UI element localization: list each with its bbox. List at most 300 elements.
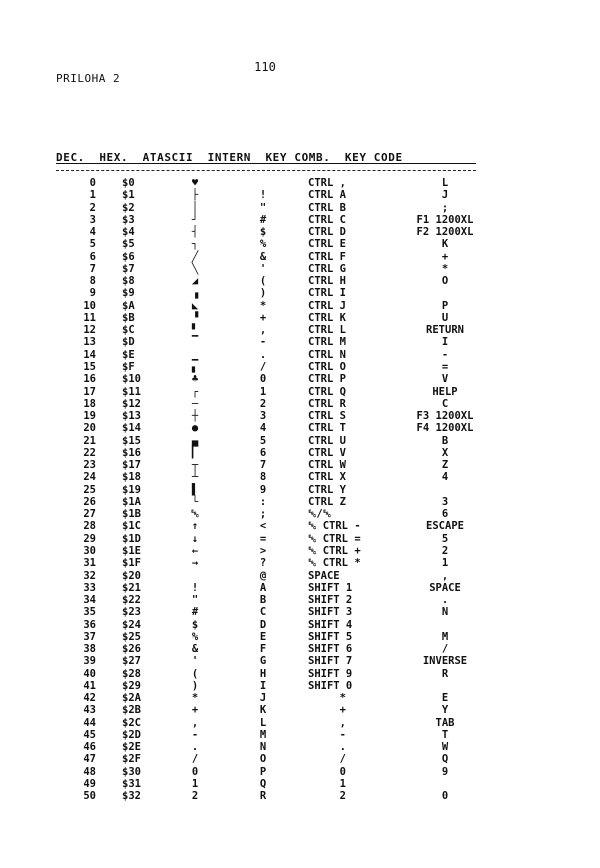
atascii-cell: ▖ xyxy=(191,360,199,373)
hex-cell: $10 xyxy=(122,373,141,386)
key-combination-cell: * xyxy=(308,692,346,705)
dec-cell: 3 xyxy=(89,213,96,226)
atascii-cell: ┴ xyxy=(191,471,199,484)
key-code-cell: ; xyxy=(441,201,449,214)
dec-cell: 47 xyxy=(83,753,96,766)
atascii-cell: ◢ xyxy=(191,275,199,288)
hex-cell: $2E xyxy=(122,741,141,754)
key-combination-cell: CTRL F xyxy=(308,250,346,263)
atascii-cell: $ xyxy=(191,618,199,631)
dec-cell: 34 xyxy=(83,594,96,607)
key-combination-cell: - xyxy=(308,728,346,741)
internal-cell: 5 xyxy=(259,434,267,447)
internal-cell: Q xyxy=(259,778,267,791)
atascii-cell: ! xyxy=(191,581,199,594)
hex-cell: $7 xyxy=(122,262,135,275)
internal-cell: 7 xyxy=(259,459,267,472)
dec-cell: 40 xyxy=(83,667,96,680)
atascii-cell: ┬ xyxy=(191,459,199,472)
atascii-cell: ) xyxy=(191,679,199,692)
internal-cell: D xyxy=(259,618,267,631)
hex-cell: $2 xyxy=(122,201,135,214)
atascii-cell: ↓ xyxy=(191,532,199,545)
key-combination-cell: ␛ CTRL = xyxy=(308,532,361,545)
table-row xyxy=(0,471,600,483)
atascii-cell: ╲ xyxy=(191,262,199,275)
key-combination-cell: CTRL C xyxy=(308,213,346,226)
hex-cell: $11 xyxy=(122,385,141,398)
key-combination-cell: CTRL , xyxy=(308,177,346,189)
internal-cell: + xyxy=(259,311,267,324)
hex-cell: $19 xyxy=(122,483,141,496)
hex-cell: $1E xyxy=(122,544,141,557)
internal-cell: 8 xyxy=(259,471,267,484)
internal-cell: A xyxy=(259,581,267,594)
internal-cell: > xyxy=(259,544,267,557)
internal-cell: C xyxy=(259,606,267,619)
key-combination-cell: SHIFT 1 xyxy=(308,581,353,594)
key-combination-cell: CTRL I xyxy=(308,287,346,300)
atascii-cell: & xyxy=(191,643,199,656)
dec-cell: 0 xyxy=(89,177,96,189)
dec-cell: 1 xyxy=(89,189,96,202)
table-row xyxy=(0,373,600,385)
dec-cell: 30 xyxy=(83,544,96,557)
internal-cell: # xyxy=(259,213,267,226)
key-combination-cell: 1 xyxy=(308,778,346,791)
table-row xyxy=(0,435,600,447)
table-row xyxy=(0,447,600,459)
key-combination-cell: CTRL N xyxy=(308,348,346,361)
internal-cell: : xyxy=(259,495,267,508)
atascii-cell: + xyxy=(191,704,199,717)
table-row xyxy=(0,643,600,655)
table-row xyxy=(0,238,600,250)
table-row xyxy=(0,263,600,275)
table-row xyxy=(0,631,600,643)
key-combination-cell: . xyxy=(308,741,346,754)
key-code-cell: Q xyxy=(441,753,449,766)
key-combination-cell: CTRL L xyxy=(308,324,346,337)
key-combination-cell: CTRL E xyxy=(308,238,346,251)
atascii-cell: - xyxy=(191,728,199,741)
internal-cell: ( xyxy=(259,275,267,288)
dec-cell: 6 xyxy=(89,250,96,263)
key-combination-cell: CTRL S xyxy=(308,410,346,423)
hex-cell: $2C xyxy=(122,716,141,729)
dec-cell: 20 xyxy=(83,422,96,435)
internal-cell: P xyxy=(259,765,267,778)
key-code-cell: . xyxy=(441,594,449,607)
dec-cell: 49 xyxy=(83,778,96,791)
key-combination-cell: CTRL X xyxy=(308,471,346,484)
hex-cell: $21 xyxy=(122,581,141,594)
atascii-cell: . xyxy=(191,741,199,754)
dec-cell: 7 xyxy=(89,262,96,275)
internal-cell: 3 xyxy=(259,410,267,423)
hex-cell: $6 xyxy=(122,250,135,263)
atascii-cell: ╱ xyxy=(191,250,199,263)
dec-cell: 18 xyxy=(83,397,96,410)
page-number: 110 xyxy=(254,60,276,74)
dec-cell: 48 xyxy=(83,765,96,778)
hex-cell: $27 xyxy=(122,655,141,668)
internal-cell: ; xyxy=(259,508,267,521)
key-combination-cell: CTRL Q xyxy=(308,385,346,398)
dec-cell: 10 xyxy=(83,299,96,312)
table-row xyxy=(0,582,600,594)
hex-cell: $1A xyxy=(122,495,141,508)
dec-cell: 13 xyxy=(83,336,96,349)
key-code-cell: K xyxy=(441,238,449,251)
hex-cell: $2B xyxy=(122,704,141,717)
atascii-cell: 2 xyxy=(191,790,199,803)
table-row xyxy=(0,717,600,729)
table-row xyxy=(0,655,600,667)
atascii-cell: ├ xyxy=(191,189,199,202)
atascii-cell: 1 xyxy=(191,778,199,791)
hex-cell: $9 xyxy=(122,287,135,300)
key-code-cell: - xyxy=(441,348,449,361)
dec-cell: 29 xyxy=(83,532,96,545)
key-code-cell: * xyxy=(441,262,449,275)
key-combination-cell: SHIFT 6 xyxy=(308,643,353,656)
key-code-cell: 4 xyxy=(441,471,449,484)
hex-cell: $18 xyxy=(122,471,141,484)
table-row xyxy=(0,312,600,324)
hex-cell: $22 xyxy=(122,594,141,607)
atascii-cell: └ xyxy=(191,495,199,508)
internal-cell: L xyxy=(259,716,267,729)
atascii-cell: ● xyxy=(191,422,199,435)
key-code-cell: B xyxy=(441,434,449,447)
atascii-cell: ▗ xyxy=(191,287,199,300)
internal-cell: < xyxy=(259,520,267,533)
key-code-cell: L xyxy=(441,177,449,189)
atascii-cell: / xyxy=(191,753,199,766)
key-code-cell: = xyxy=(441,360,449,373)
table-row xyxy=(0,226,600,238)
hex-cell: $20 xyxy=(122,569,141,582)
key-code-cell: T xyxy=(441,728,449,741)
dec-cell: 35 xyxy=(83,606,96,619)
table-row xyxy=(0,766,600,778)
key-code-cell: 5 xyxy=(441,532,449,545)
table-row xyxy=(0,680,600,692)
table-row xyxy=(0,287,600,299)
key-combination-cell: SHIFT 0 xyxy=(308,679,353,692)
hex-cell: $8 xyxy=(122,275,135,288)
hex-cell: $0 xyxy=(122,177,135,189)
atascii-cell: ▌ xyxy=(191,483,199,496)
dec-cell: 23 xyxy=(83,459,96,472)
table-row xyxy=(0,459,600,471)
internal-cell: * xyxy=(259,299,267,312)
dec-cell: 4 xyxy=(89,226,96,239)
internal-cell: M xyxy=(259,728,267,741)
key-code-cell: / xyxy=(441,643,449,656)
key-combination-cell: 0 xyxy=(308,765,346,778)
atascii-cell: # xyxy=(191,606,199,619)
internal-cell: " xyxy=(259,201,267,214)
key-code-cell: P xyxy=(441,299,449,312)
dec-cell: 38 xyxy=(83,643,96,656)
dec-cell: 14 xyxy=(83,348,96,361)
key-code-cell: U xyxy=(441,311,449,324)
internal-cell: I xyxy=(259,679,267,692)
key-combination-cell: SHIFT 4 xyxy=(308,618,353,631)
key-combination-cell: SHIFT 9 xyxy=(308,667,353,680)
key-combination-cell: CTRL Z xyxy=(308,495,346,508)
internal-cell: 1 xyxy=(259,385,267,398)
internal-cell: , xyxy=(259,324,267,337)
internal-cell: 0 xyxy=(259,373,267,386)
table-row xyxy=(0,508,600,520)
internal-cell: . xyxy=(259,348,267,361)
dec-cell: 43 xyxy=(83,704,96,717)
hex-cell: $24 xyxy=(122,618,141,631)
dec-cell: 37 xyxy=(83,630,96,643)
key-code-cell: F4 1200XL xyxy=(416,422,474,435)
key-combination-cell: CTRL A xyxy=(308,189,346,202)
table-row xyxy=(0,533,600,545)
table-row xyxy=(0,410,600,422)
key-combination-cell: ␛ CTRL + xyxy=(308,544,361,557)
hex-cell: $1F xyxy=(122,557,141,570)
table-row xyxy=(0,398,600,410)
key-combination-cell: + xyxy=(308,704,346,717)
atascii-cell: ▁ xyxy=(191,348,199,361)
key-code-cell: O xyxy=(441,275,449,288)
internal-cell: 9 xyxy=(259,483,267,496)
table-row xyxy=(0,557,600,569)
atascii-cell: ◣ xyxy=(191,299,199,312)
table-row xyxy=(0,520,600,532)
table-row xyxy=(0,422,600,434)
key-combination-cell: CTRL W xyxy=(308,459,346,472)
table-row xyxy=(0,753,600,765)
hex-cell: $14 xyxy=(122,422,141,435)
hex-cell: $1 xyxy=(122,189,135,202)
key-code-cell: F2 1200XL xyxy=(416,226,474,239)
internal-cell: R xyxy=(259,790,267,803)
hex-cell: $32 xyxy=(122,790,141,803)
hex-cell: $2D xyxy=(122,728,141,741)
key-combination-cell: CTRL G xyxy=(308,262,346,275)
dec-cell: 19 xyxy=(83,410,96,423)
atascii-cell: ┼ xyxy=(191,410,199,423)
dec-cell: 46 xyxy=(83,741,96,754)
atascii-cell: * xyxy=(191,692,199,705)
key-combination-cell: CTRL M xyxy=(308,336,346,349)
hex-cell: $23 xyxy=(122,606,141,619)
atascii-cell: ▔ xyxy=(191,336,199,349)
table-row xyxy=(0,251,600,263)
dec-cell: 42 xyxy=(83,692,96,705)
atascii-cell: ▝ xyxy=(191,311,199,324)
key-code-cell: W xyxy=(441,741,449,754)
hex-cell: $1B xyxy=(122,508,141,521)
dec-cell: 28 xyxy=(83,520,96,533)
internal-cell: 2 xyxy=(259,397,267,410)
dec-cell: 15 xyxy=(83,360,96,373)
hex-cell: $C xyxy=(122,324,135,337)
key-combination-cell: CTRL B xyxy=(308,201,346,214)
dec-cell: 50 xyxy=(83,790,96,803)
key-code-cell: M xyxy=(441,630,449,643)
hex-cell: $2F xyxy=(122,753,141,766)
dec-cell: 22 xyxy=(83,446,96,459)
dec-cell: 41 xyxy=(83,679,96,692)
internal-cell: H xyxy=(259,667,267,680)
key-code-cell: 9 xyxy=(441,765,449,778)
dec-cell: 26 xyxy=(83,495,96,508)
key-code-cell: F3 1200XL xyxy=(416,410,474,423)
key-code-cell: X xyxy=(441,446,449,459)
dec-cell: 16 xyxy=(83,373,96,386)
internal-cell: B xyxy=(259,594,267,607)
code-table xyxy=(0,177,600,803)
atascii-cell: ♥ xyxy=(191,177,199,189)
table-row xyxy=(0,606,600,618)
hex-cell: $29 xyxy=(122,679,141,692)
key-code-cell: 6 xyxy=(441,508,449,521)
key-combination-cell: / xyxy=(308,753,346,766)
hex-cell: $13 xyxy=(122,410,141,423)
table-row xyxy=(0,214,600,226)
hex-cell: $1D xyxy=(122,532,141,545)
atascii-cell: ▎ xyxy=(191,446,199,459)
atascii-cell: ▄ xyxy=(191,434,199,447)
key-combination-cell: SHIFT 5 xyxy=(308,630,353,643)
atascii-cell: " xyxy=(191,594,199,607)
key-combination-cell: CTRL T xyxy=(308,422,346,435)
atascii-cell: ♣ xyxy=(191,373,199,386)
atascii-cell: ┘ xyxy=(191,213,199,226)
dec-cell: 17 xyxy=(83,385,96,398)
hex-cell: $30 xyxy=(122,765,141,778)
hex-cell: $B xyxy=(122,311,135,324)
dec-cell: 33 xyxy=(83,581,96,594)
key-code-cell: Y xyxy=(441,704,449,717)
internal-cell: & xyxy=(259,250,267,263)
hex-cell: $E xyxy=(122,348,135,361)
hex-cell: $28 xyxy=(122,667,141,680)
hex-cell: $16 xyxy=(122,446,141,459)
key-code-cell: HELP xyxy=(432,385,458,398)
key-combination-cell: SHIFT 2 xyxy=(308,594,353,607)
hex-cell: $15 xyxy=(122,434,141,447)
dec-cell: 21 xyxy=(83,434,96,447)
dec-cell: 45 xyxy=(83,728,96,741)
key-combination-cell: SHIFT 3 xyxy=(308,606,353,619)
internal-cell: N xyxy=(259,741,267,754)
table-row xyxy=(0,324,600,336)
dec-cell: 12 xyxy=(83,324,96,337)
table-row xyxy=(0,202,600,214)
table-header: DEC. HEX. ATASCII INTERN KEY COMB. KEY CODE xyxy=(56,151,403,164)
table-row xyxy=(0,729,600,741)
atascii-cell: 0 xyxy=(191,765,199,778)
key-combination-cell: 2 xyxy=(308,790,346,803)
key-code-cell: SPACE xyxy=(429,581,461,594)
internal-cell: ? xyxy=(259,557,267,570)
key-combination-cell: SPACE xyxy=(308,569,340,582)
hex-cell: $A xyxy=(122,299,135,312)
key-code-cell: ESCAPE xyxy=(426,520,464,533)
table-row xyxy=(0,545,600,557)
atascii-cell: ▘ xyxy=(191,324,199,337)
dec-cell: 9 xyxy=(89,287,96,300)
atascii-cell: ┤ xyxy=(191,226,199,239)
internal-cell: O xyxy=(259,753,267,766)
hex-cell: $1C xyxy=(122,520,141,533)
key-combination-cell: CTRL R xyxy=(308,397,346,410)
table-row xyxy=(0,275,600,287)
internal-cell: 6 xyxy=(259,446,267,459)
table-row xyxy=(0,704,600,716)
key-combination-cell: SHIFT 7 xyxy=(308,655,353,668)
key-combination-cell: CTRL Y xyxy=(308,483,346,496)
internal-cell: % xyxy=(259,238,267,251)
atascii-cell: ─ xyxy=(191,397,199,410)
atascii-cell: % xyxy=(191,630,199,643)
table-row xyxy=(0,790,600,802)
hex-cell: $2A xyxy=(122,692,141,705)
key-combination-cell: CTRL V xyxy=(308,446,346,459)
internal-cell: G xyxy=(259,655,267,668)
key-code-cell: Z xyxy=(441,459,449,472)
internal-cell: 4 xyxy=(259,422,267,435)
key-code-cell: 3 xyxy=(441,495,449,508)
key-code-cell: 2 xyxy=(441,544,449,557)
key-code-cell: I xyxy=(441,336,449,349)
key-combination-cell: CTRL K xyxy=(308,311,346,324)
key-code-cell: , xyxy=(441,569,449,582)
atascii-cell: → xyxy=(191,557,199,570)
key-combination-cell: ␛ CTRL - xyxy=(308,520,361,533)
table-row xyxy=(0,386,600,398)
hex-cell: $5 xyxy=(122,238,135,251)
internal-cell: / xyxy=(259,360,267,373)
internal-cell: E xyxy=(259,630,267,643)
dec-cell: 25 xyxy=(83,483,96,496)
hex-cell: $26 xyxy=(122,643,141,656)
atascii-cell: ┌ xyxy=(191,385,199,398)
dec-cell: 39 xyxy=(83,655,96,668)
key-combination-cell: CTRL U xyxy=(308,434,346,447)
table-row xyxy=(0,336,600,348)
dec-cell: 2 xyxy=(89,201,96,214)
internal-cell: - xyxy=(259,336,267,349)
atascii-cell: ↑ xyxy=(191,520,199,533)
table-row xyxy=(0,619,600,631)
key-code-cell: 1 xyxy=(441,557,449,570)
table-row xyxy=(0,300,600,312)
key-combination-cell: CTRL P xyxy=(308,373,346,386)
dec-cell: 11 xyxy=(83,311,96,324)
dec-cell: 32 xyxy=(83,569,96,582)
hex-cell: $3 xyxy=(122,213,135,226)
table-row xyxy=(0,496,600,508)
internal-cell: ) xyxy=(259,287,267,300)
hex-cell: $4 xyxy=(122,226,135,239)
dec-cell: 8 xyxy=(89,275,96,288)
dec-cell: 5 xyxy=(89,238,96,251)
key-combination-cell: ␛ CTRL * xyxy=(308,557,361,570)
key-code-cell: J xyxy=(441,189,449,202)
atascii-cell: ┐ xyxy=(191,238,199,251)
